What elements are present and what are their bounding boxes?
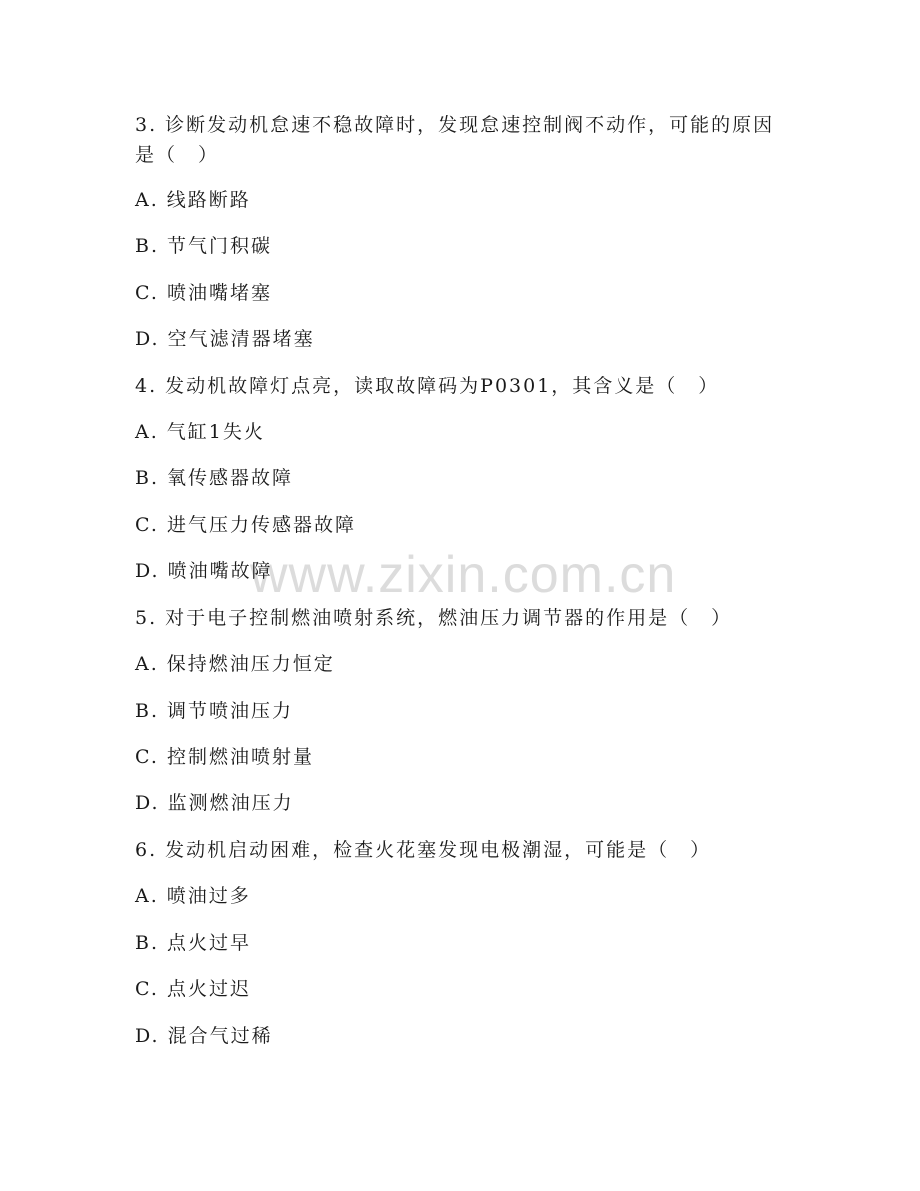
- question-4-option-b: B. 氧传感器故障: [135, 467, 294, 489]
- question-5-option-c: C. 控制燃油喷射量: [135, 746, 314, 768]
- question-3-option-d: D. 空气滤清器堵塞: [135, 328, 315, 350]
- question-5-option-d: D. 监测燃油压力: [135, 792, 294, 814]
- question-4-option-d: D. 喷油嘴故障: [135, 560, 273, 582]
- question-3-stem: 3. 诊断发动机怠速不稳故障时，发现怠速控制阀不动作，可能的原因是（ ）: [135, 114, 775, 166]
- question-4-option-c: C. 进气压力传感器故障: [135, 514, 356, 536]
- question-4-stem: 4. 发动机故障灯点亮，读取故障码为P0301，其含义是（ ）: [135, 375, 720, 397]
- question-6-stem: 6. 发动机启动困难，检查火花塞发现电极潮湿，可能是（ ）: [135, 839, 712, 861]
- question-6-option-d: D. 混合气过稀: [135, 1025, 273, 1047]
- question-6-option-b: B. 点火过早: [135, 932, 252, 954]
- question-6-option-c: C. 点火过迟: [135, 978, 251, 1000]
- question-5-option-a: A. 保持燃油压力恒定: [135, 653, 335, 675]
- question-3-option-a: A. 线路断路: [135, 189, 251, 211]
- question-5-stem: 5. 对于电子控制燃油喷射系统，燃油压力调节器的作用是（ ）: [135, 607, 733, 629]
- question-3-option-b: B. 节气门积碳: [135, 235, 273, 257]
- question-6-option-a: A. 喷油过多: [135, 885, 251, 907]
- watermark: www.zixin.com.cn: [250, 546, 677, 604]
- question-3-option-c: C. 喷油嘴堵塞: [135, 282, 272, 304]
- question-4-option-a: A. 气缸1失火: [135, 421, 265, 443]
- question-5-option-b: B. 调节喷油压力: [135, 700, 294, 722]
